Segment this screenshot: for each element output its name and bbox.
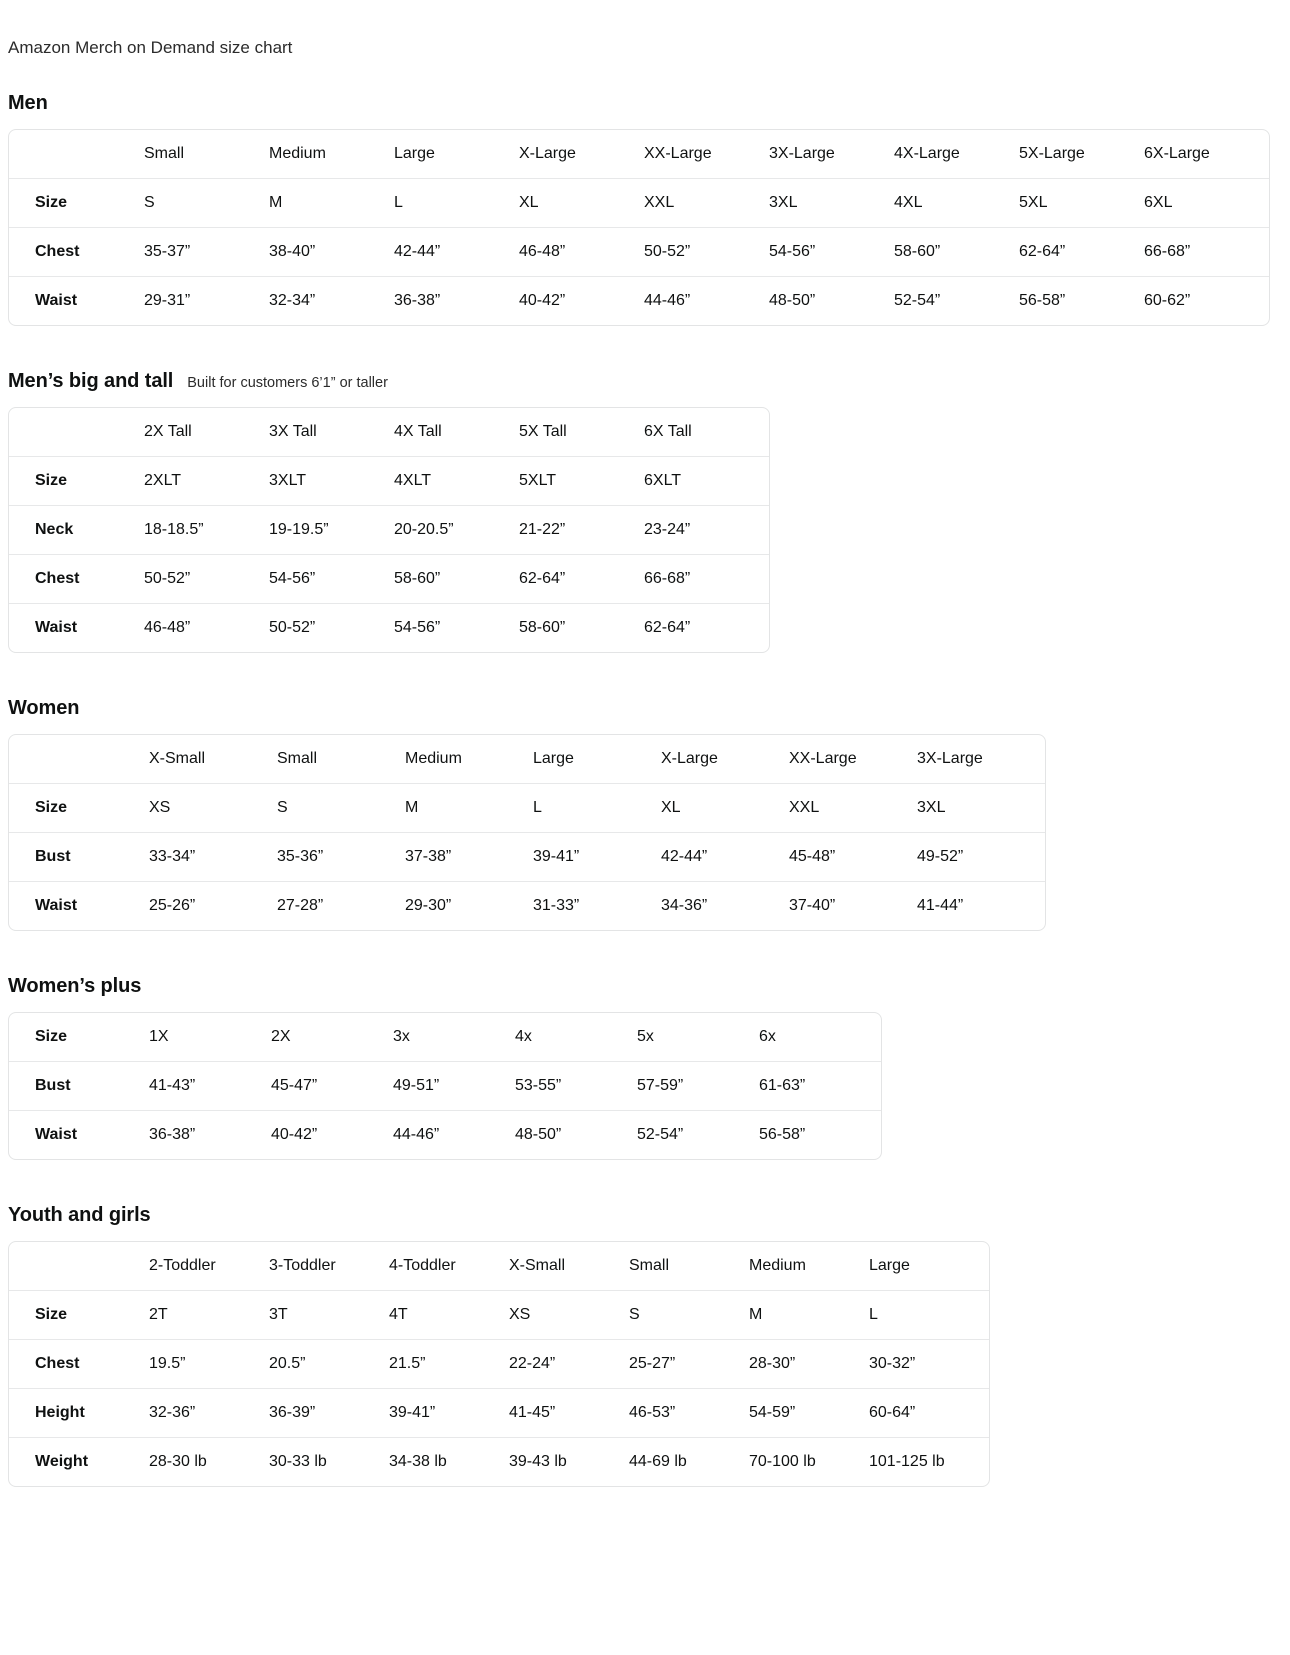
size-table-mens-big-and-tall xyxy=(8,407,770,653)
table-cell: 50-52” xyxy=(144,555,269,604)
table-cell: 44-46” xyxy=(393,1126,440,1143)
table-cell: 54-59” xyxy=(749,1389,869,1438)
table-cell: 5XL xyxy=(1019,179,1144,228)
table-cell: 52-54” xyxy=(894,292,941,309)
table-cell: 5x xyxy=(637,1013,759,1062)
table-cell: 101-125 lb xyxy=(869,1453,945,1470)
table-header-row xyxy=(9,130,1269,179)
table-cell: 45-48” xyxy=(789,833,917,882)
table-cell: 46-53” xyxy=(629,1389,749,1438)
table-cell: XS xyxy=(509,1291,629,1340)
table-cell: 36-38” xyxy=(394,292,441,309)
section-title-mens-big-and-tall: Men’s big and tall xyxy=(8,370,174,392)
table-cell: 6XLT xyxy=(644,457,769,506)
table-cell: 34-36” xyxy=(661,897,708,914)
table-cell: XXL xyxy=(644,179,769,228)
table-cell: 44-69 lb xyxy=(629,1453,687,1470)
table-cell: 58-60” xyxy=(894,228,1019,277)
section-header-youth-and-girls xyxy=(8,1204,1290,1227)
table-cell: 37-38” xyxy=(405,833,533,882)
table-cell: 34-38 lb xyxy=(389,1453,447,1470)
section-youth-and-girls xyxy=(0,1204,1290,1487)
table-cell: 25-27” xyxy=(629,1340,749,1389)
table-cell: 46-48” xyxy=(144,619,191,636)
table-cell: 4XLT xyxy=(394,457,519,506)
column-header: Large xyxy=(869,1242,989,1291)
table-cell: 61-63” xyxy=(759,1062,881,1111)
table-cell: 60-62” xyxy=(1144,292,1191,309)
section-note-mens-big-and-tall: Built for customers 6’1” or taller xyxy=(187,375,388,391)
table-row xyxy=(9,1340,989,1389)
table-cell: 2XLT xyxy=(144,457,269,506)
section-title-men: Men xyxy=(8,92,48,114)
table-cell: L xyxy=(394,179,519,228)
column-header: 5X Tall xyxy=(519,408,644,457)
table-row xyxy=(9,833,1045,882)
column-header: XX-Large xyxy=(789,735,917,784)
table-cell: XL xyxy=(661,784,789,833)
size-table-womens-plus xyxy=(8,1012,882,1160)
table-cell: 6XL xyxy=(1144,179,1269,228)
table-cell: 36-39” xyxy=(269,1389,389,1438)
column-header: 4X-Large xyxy=(894,130,1019,179)
column-header: 6X Tall xyxy=(644,408,769,457)
row-header: Bust xyxy=(9,833,149,882)
table-cell: 54-56” xyxy=(269,555,394,604)
table-cell: 32-34” xyxy=(269,292,316,309)
section-title-womens-plus: Women’s plus xyxy=(8,975,142,997)
column-header: X-Small xyxy=(149,735,277,784)
table-cell: 41-44” xyxy=(917,897,964,914)
table-row xyxy=(9,882,1045,930)
row-header: Chest xyxy=(9,228,144,277)
table-row xyxy=(9,179,1269,228)
row-header: Height xyxy=(9,1389,149,1438)
row-header: Size xyxy=(9,1013,149,1062)
table-cell: XXL xyxy=(789,784,917,833)
table-cell: 45-47” xyxy=(271,1062,393,1111)
table-cell: 4XL xyxy=(894,179,1019,228)
table-row xyxy=(9,1438,989,1486)
table-cell: 54-56” xyxy=(394,619,441,636)
table-cell: 66-68” xyxy=(644,555,769,604)
table-corner-cell xyxy=(9,1242,149,1291)
table-row xyxy=(9,1013,881,1062)
column-header: 2-Toddler xyxy=(149,1242,269,1291)
table-cell: 3XL xyxy=(769,179,894,228)
column-header: 6X-Large xyxy=(1144,130,1269,179)
section-header-women xyxy=(8,697,1290,720)
table-cell: 32-36” xyxy=(149,1389,269,1438)
table-row xyxy=(9,1062,881,1111)
table-cell: 49-51” xyxy=(393,1062,515,1111)
table-cell: 49-52” xyxy=(917,833,1045,882)
table-cell: 36-38” xyxy=(149,1126,196,1143)
column-header: Small xyxy=(629,1242,749,1291)
table-cell: 4x xyxy=(515,1013,637,1062)
column-header: Large xyxy=(394,130,519,179)
column-header: X-Small xyxy=(509,1242,629,1291)
row-header: Size xyxy=(9,1291,149,1340)
table-corner-cell xyxy=(9,735,149,784)
row-header: Size xyxy=(9,457,144,506)
table-cell: 18-18.5” xyxy=(144,506,269,555)
section-mens-big-and-tall xyxy=(0,370,1290,653)
table-cell: 42-44” xyxy=(394,228,519,277)
section-title-youth-and-girls: Youth and girls xyxy=(8,1204,151,1226)
table-cell: 38-40” xyxy=(269,228,394,277)
table-cell: 31-33” xyxy=(533,897,580,914)
table-row xyxy=(9,604,769,652)
table-cell: 39-43 lb xyxy=(509,1453,567,1470)
size-table-women xyxy=(8,734,1046,931)
size-table-youth-and-girls xyxy=(8,1241,990,1487)
table-cell: L xyxy=(869,1291,989,1340)
column-header: 4X Tall xyxy=(394,408,519,457)
table-cell: 23-24” xyxy=(644,506,769,555)
table-cell: 28-30 lb xyxy=(149,1453,207,1470)
column-header: Large xyxy=(533,735,661,784)
table-cell: 56-58” xyxy=(1019,292,1066,309)
table-cell: 20.5” xyxy=(269,1340,389,1389)
table-cell: XL xyxy=(519,179,644,228)
table-cell: 58-60” xyxy=(519,619,566,636)
table-cell: 35-36” xyxy=(277,833,405,882)
page-title: Amazon Merch on Demand size chart xyxy=(8,38,293,57)
table-cell: 2X xyxy=(271,1013,393,1062)
table-corner-cell xyxy=(9,408,144,457)
table-cell: 2T xyxy=(149,1291,269,1340)
row-header: Chest xyxy=(9,1340,149,1389)
table-header-row xyxy=(9,1242,989,1291)
table-cell: 53-55” xyxy=(515,1062,637,1111)
table-header-row xyxy=(9,408,769,457)
table-cell: 29-30” xyxy=(405,897,452,914)
row-header: Chest xyxy=(9,555,144,604)
row-header: Size xyxy=(9,179,144,228)
table-row xyxy=(9,555,769,604)
table-cell: 46-48” xyxy=(519,228,644,277)
column-header: Medium xyxy=(269,130,394,179)
table-cell: 37-40” xyxy=(789,897,836,914)
column-header: X-Large xyxy=(661,735,789,784)
table-cell: 30-33 lb xyxy=(269,1453,327,1470)
column-header: Medium xyxy=(749,1242,869,1291)
table-cell: 5XLT xyxy=(519,457,644,506)
table-cell: 3T xyxy=(269,1291,389,1340)
table-corner-cell xyxy=(9,130,144,179)
table-cell: 66-68” xyxy=(1144,228,1269,277)
table-cell: 3x xyxy=(393,1013,515,1062)
table-header-row xyxy=(9,735,1045,784)
table-cell: 33-34” xyxy=(149,833,277,882)
table-cell: 3XL xyxy=(917,784,1045,833)
row-header: Waist xyxy=(35,292,78,309)
table-cell: L xyxy=(533,784,661,833)
column-header: Medium xyxy=(405,735,533,784)
table-cell: 50-52” xyxy=(644,228,769,277)
section-header-mens-big-and-tall xyxy=(8,370,1290,393)
table-cell: XS xyxy=(149,784,277,833)
table-cell: 40-42” xyxy=(271,1126,318,1143)
section-header-womens-plus xyxy=(8,975,1290,998)
table-cell: 52-54” xyxy=(637,1126,684,1143)
column-header: X-Large xyxy=(519,130,644,179)
table-cell: 57-59” xyxy=(637,1062,759,1111)
column-header: 4-Toddler xyxy=(389,1242,509,1291)
column-header: Small xyxy=(144,130,269,179)
table-row xyxy=(9,277,1269,325)
table-cell: 50-52” xyxy=(269,619,316,636)
column-header: 3X Tall xyxy=(269,408,394,457)
table-cell: 19-19.5” xyxy=(269,506,394,555)
section-header-men xyxy=(8,92,1290,115)
table-cell: M xyxy=(269,179,394,228)
row-header: Bust xyxy=(9,1062,149,1111)
table-cell: 54-56” xyxy=(769,228,894,277)
table-cell: 39-41” xyxy=(389,1389,509,1438)
section-womens-plus xyxy=(0,975,1290,1160)
table-cell: 20-20.5” xyxy=(394,506,519,555)
table-cell: 58-60” xyxy=(394,555,519,604)
table-cell: 62-64” xyxy=(1019,228,1144,277)
table-cell: 42-44” xyxy=(661,833,789,882)
table-cell: 62-64” xyxy=(644,619,691,636)
row-header: Waist xyxy=(35,1126,78,1143)
table-row xyxy=(9,1389,989,1438)
table-cell: 28-30” xyxy=(749,1340,869,1389)
row-header: Waist xyxy=(35,897,78,914)
row-header: Neck xyxy=(9,506,144,555)
section-women xyxy=(0,697,1290,931)
row-header: Weight xyxy=(35,1453,89,1470)
row-header: Waist xyxy=(35,619,78,636)
table-cell: 41-43” xyxy=(149,1062,271,1111)
table-row xyxy=(9,457,769,506)
column-header: XX-Large xyxy=(644,130,769,179)
section-men xyxy=(0,92,1290,326)
column-header: 3X-Large xyxy=(769,130,894,179)
table-cell: 4T xyxy=(389,1291,509,1340)
table-cell: 21-22” xyxy=(519,506,644,555)
table-cell: 56-58” xyxy=(759,1126,806,1143)
column-header: Small xyxy=(277,735,405,784)
table-cell: 27-28” xyxy=(277,897,324,914)
table-row xyxy=(9,506,769,555)
table-cell: 41-45” xyxy=(509,1389,629,1438)
size-table-men xyxy=(8,129,1270,326)
column-header: 3-Toddler xyxy=(269,1242,389,1291)
table-cell: 1X xyxy=(149,1013,271,1062)
column-header: 2X Tall xyxy=(144,408,269,457)
table-cell: 21.5” xyxy=(389,1340,509,1389)
table-cell: 62-64” xyxy=(519,555,644,604)
table-cell: 6x xyxy=(759,1013,881,1062)
table-cell: M xyxy=(405,784,533,833)
table-cell: 44-46” xyxy=(644,292,691,309)
table-row xyxy=(9,784,1045,833)
table-row xyxy=(9,228,1269,277)
table-cell: 70-100 lb xyxy=(749,1453,816,1470)
table-row xyxy=(9,1291,989,1340)
table-cell: M xyxy=(749,1291,869,1340)
table-cell: 48-50” xyxy=(515,1126,562,1143)
table-cell: S xyxy=(277,784,405,833)
section-title-women: Women xyxy=(8,697,80,719)
table-row xyxy=(9,1111,881,1159)
table-cell: 40-42” xyxy=(519,292,566,309)
table-cell: 35-37” xyxy=(144,228,269,277)
table-cell: 25-26” xyxy=(149,897,196,914)
table-cell: 60-64” xyxy=(869,1389,989,1438)
table-cell: 19.5” xyxy=(149,1340,269,1389)
table-cell: 29-31” xyxy=(144,292,191,309)
table-cell: 3XLT xyxy=(269,457,394,506)
table-cell: S xyxy=(144,179,269,228)
column-header: 3X-Large xyxy=(917,735,1045,784)
table-cell: 48-50” xyxy=(769,292,816,309)
table-cell: 39-41” xyxy=(533,833,661,882)
table-cell: 30-32” xyxy=(869,1340,989,1389)
row-header: Size xyxy=(9,784,149,833)
table-cell: 22-24” xyxy=(509,1340,629,1389)
table-cell: S xyxy=(629,1291,749,1340)
column-header: 5X-Large xyxy=(1019,130,1144,179)
